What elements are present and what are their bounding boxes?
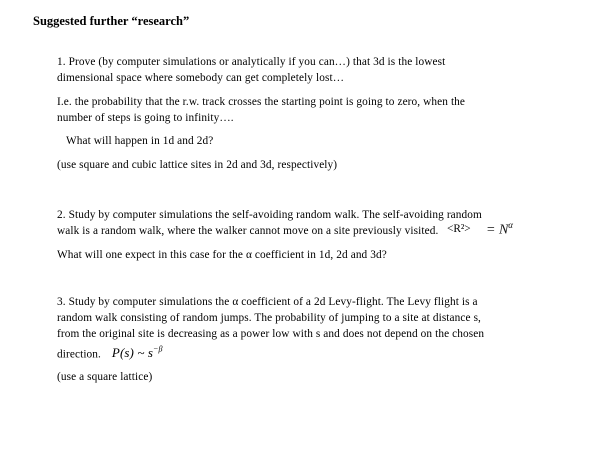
item3-formula-text: P(s) ~ s (111, 345, 153, 361)
item3-line4-wrap (57, 342, 577, 362)
item1-ie-line2: number of steps is going to infinity…. (57, 112, 234, 124)
item2-formula-left: <R²> (447, 223, 471, 235)
item2-formula-n: = N (486, 222, 509, 238)
item3-line4: direction. (57, 348, 101, 361)
item3-line1: 3. Study by computer simulations the α coefficient of a 2d Levy-flight. The Levy flight is a (57, 296, 478, 308)
item3-line2: random walk consisting of random jumps. The probability of jumping to a site at distance s, (57, 312, 481, 324)
item1-ie-paragraph (57, 94, 577, 126)
page-title: Suggested further “research” (33, 14, 190, 28)
item1-line2: dimensional space where somebody can get completely lost… (57, 72, 345, 84)
item1-line1: 1. Prove (by computer simulations or analytically if you can…) that 3d is the lowest (57, 56, 446, 68)
item1-question: What will happen in 1d and 2d? (66, 135, 214, 147)
item1-paragraph (57, 54, 577, 86)
item3-note: (use a square lattice) (57, 371, 153, 383)
item2-line1: 2. Study by computer simulations the self-avoiding random walk. The self-avoiding random (57, 209, 482, 221)
item3-formula-exponent: −β (152, 345, 163, 354)
item1-note: (use square and cubic lattice sites in 2d and 3d, respectively) (57, 159, 338, 171)
item2-line2: walk is a random walk, where the walker cannot move on a site previously visited. (57, 225, 439, 237)
item3-formula (112, 345, 163, 360)
item3-line3: from the original site is decreasing as a power low with s and does not depend on the chosen (57, 328, 485, 340)
item2-formula-exponent: α (508, 220, 514, 230)
item1-ie-line1: I.e. the probability that the r.w. track crosses the starting point is going to zero, when the (57, 96, 466, 108)
item2-question: What will one expect in this case for the α coefficient in 1d, 2d and 3d? (57, 249, 387, 261)
item3-paragraph (57, 294, 577, 362)
item2-formula-right (486, 220, 513, 239)
